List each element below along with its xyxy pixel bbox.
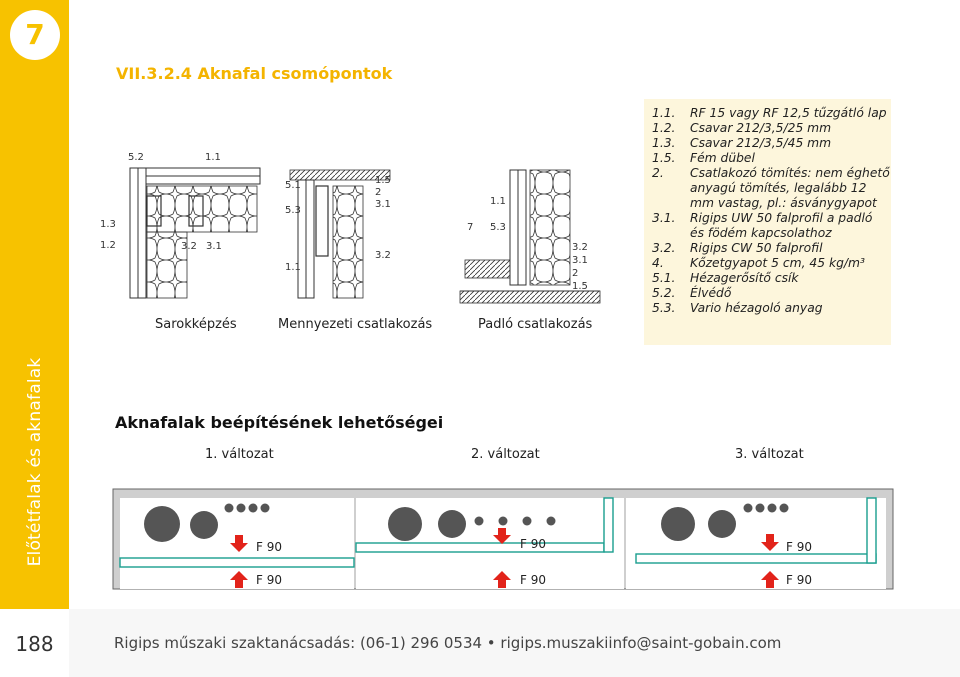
legend-item — [652, 196, 890, 211]
page-number: 188 — [15, 632, 54, 656]
legend-item-text: Fém dübel — [690, 151, 755, 165]
legend-item-text: Élvédő — [690, 286, 732, 300]
ceiling-label-e: 3.1 — [375, 199, 391, 210]
variant-1-fire-lower: F 90 — [256, 573, 282, 587]
ceiling-label-g: 1.1 — [285, 262, 301, 273]
shaft-variants-diagram — [112, 488, 894, 591]
legend-item-text: mm vastag, pl.: ásványgyapot — [690, 196, 877, 210]
variant-2-diagram — [356, 498, 624, 589]
variant-1-diagram — [120, 498, 354, 589]
floor-label-b: 7 — [467, 222, 474, 233]
legend-item — [652, 271, 890, 286]
legend-item-text: Csavar 212/3,5/45 mm — [690, 136, 832, 150]
legend-item-text: Kőzetgyapot 5 cm, 45 kg/m³ — [690, 256, 865, 270]
legend-item — [652, 106, 890, 121]
corner-label-d: 1.2 — [100, 240, 116, 251]
caption-corner: Sarokképzés — [155, 317, 237, 332]
legend-item-code: 5.3. — [652, 301, 676, 315]
corner-detail — [130, 168, 260, 298]
legend-item-text: Rigips UW 50 falprofil a padló — [690, 211, 873, 225]
corner-label-a: 5.2 — [128, 152, 144, 163]
variant-1-fire-upper: F 90 — [256, 540, 282, 554]
legend-item-text: anyagú tömítés, legalább 12 — [690, 181, 867, 195]
floor-label-f: 2 — [572, 268, 579, 279]
caption-ceiling: Mennyezeti csatlakozás — [278, 317, 433, 332]
caption-floor: Padló csatlakozás — [478, 317, 593, 332]
footer-contact: Rigips műszaki szaktanácsadás: (06-1) 296 0534 • rigips.muszakiinfo@saint-gobain.com — [114, 634, 782, 652]
corner-label-e: 3.2 — [181, 241, 197, 252]
legend-item-code: 1.3. — [652, 136, 676, 150]
legend-item-code: 2. — [652, 166, 664, 180]
section-title: VII.3.2.4 Aknafal csomópontok — [116, 64, 393, 83]
detail-drawings — [85, 150, 605, 315]
variant-2-fire-upper: F 90 — [520, 537, 546, 551]
legend-item-text: Csatlakozó tömítés: nem éghető — [690, 166, 890, 180]
options-title: Aknafalak beépítésének lehetőségei — [115, 413, 444, 432]
legend-item — [652, 121, 890, 136]
legend-item-text: RF 15 vagy RF 12,5 tűzgátló lap — [690, 106, 887, 120]
legend-box — [644, 99, 891, 345]
corner-label-c: 1.3 — [100, 219, 116, 230]
legend-item-text: Hézagerősítő csík — [690, 271, 799, 285]
legend-item — [652, 166, 890, 181]
floor-label-c: 5.3 — [490, 222, 506, 233]
ceiling-label-b: 5.3 — [285, 205, 301, 216]
ceiling-label-c: 1.5 — [375, 175, 391, 186]
legend-item-text: Vario hézagoló anyag — [690, 301, 823, 315]
legend-item — [652, 211, 890, 226]
floor-label-e: 3.1 — [572, 255, 588, 266]
legend-item — [652, 181, 890, 196]
variant-1-title: 1. változat — [205, 447, 274, 462]
variant-3-title: 3. változat — [735, 447, 804, 462]
corner-label-b: 1.1 — [205, 152, 221, 163]
corner-label-f: 3.1 — [206, 241, 222, 252]
legend-item-code: 5.2. — [652, 286, 676, 300]
ceiling-label-d: 2 — [375, 187, 382, 198]
ceiling-label-f: 3.2 — [375, 250, 391, 261]
chapter-number: 7 — [25, 18, 45, 51]
legend-item — [652, 241, 890, 256]
floor-label-d: 3.2 — [572, 242, 588, 253]
legend-item-code: 1.5. — [652, 151, 676, 165]
legend-item-code: 1.2. — [652, 121, 676, 135]
legend-item-code: 3.1. — [652, 211, 676, 225]
legend-item — [652, 151, 890, 166]
variant-3-diagram — [626, 498, 886, 589]
legend-item-text: Rigips CW 50 falprofil — [690, 241, 823, 255]
variant-3-fire-upper: F 90 — [786, 540, 812, 554]
variant-2-fire-lower: F 90 — [520, 573, 546, 587]
chapter-sidebar — [0, 0, 69, 677]
variant-2-title: 2. változat — [471, 447, 540, 462]
legend-item-code: 4. — [652, 256, 664, 270]
legend-item-text: és födém kapcsolathoz — [690, 226, 832, 240]
legend-item-code: 5.1. — [652, 271, 676, 285]
legend-item — [652, 226, 890, 241]
floor-label-a: 1.1 — [490, 196, 506, 207]
sidebar-section-label: Előtétfalak és aknafalak — [25, 357, 45, 567]
floor-label-g: 1.5 — [572, 281, 588, 292]
legend-item-text: Csavar 212/3,5/25 mm — [690, 121, 832, 135]
legend-item — [652, 256, 890, 271]
chapter-badge — [10, 10, 60, 60]
legend-list — [652, 106, 890, 316]
legend-item — [652, 136, 890, 151]
legend-item-code: 1.1. — [652, 106, 676, 120]
variant-3-fire-lower: F 90 — [786, 573, 812, 587]
legend-item — [652, 301, 890, 316]
legend-item — [652, 286, 890, 301]
legend-item-code: 3.2. — [652, 241, 676, 255]
ceiling-label-a: 5.1 — [285, 180, 301, 191]
